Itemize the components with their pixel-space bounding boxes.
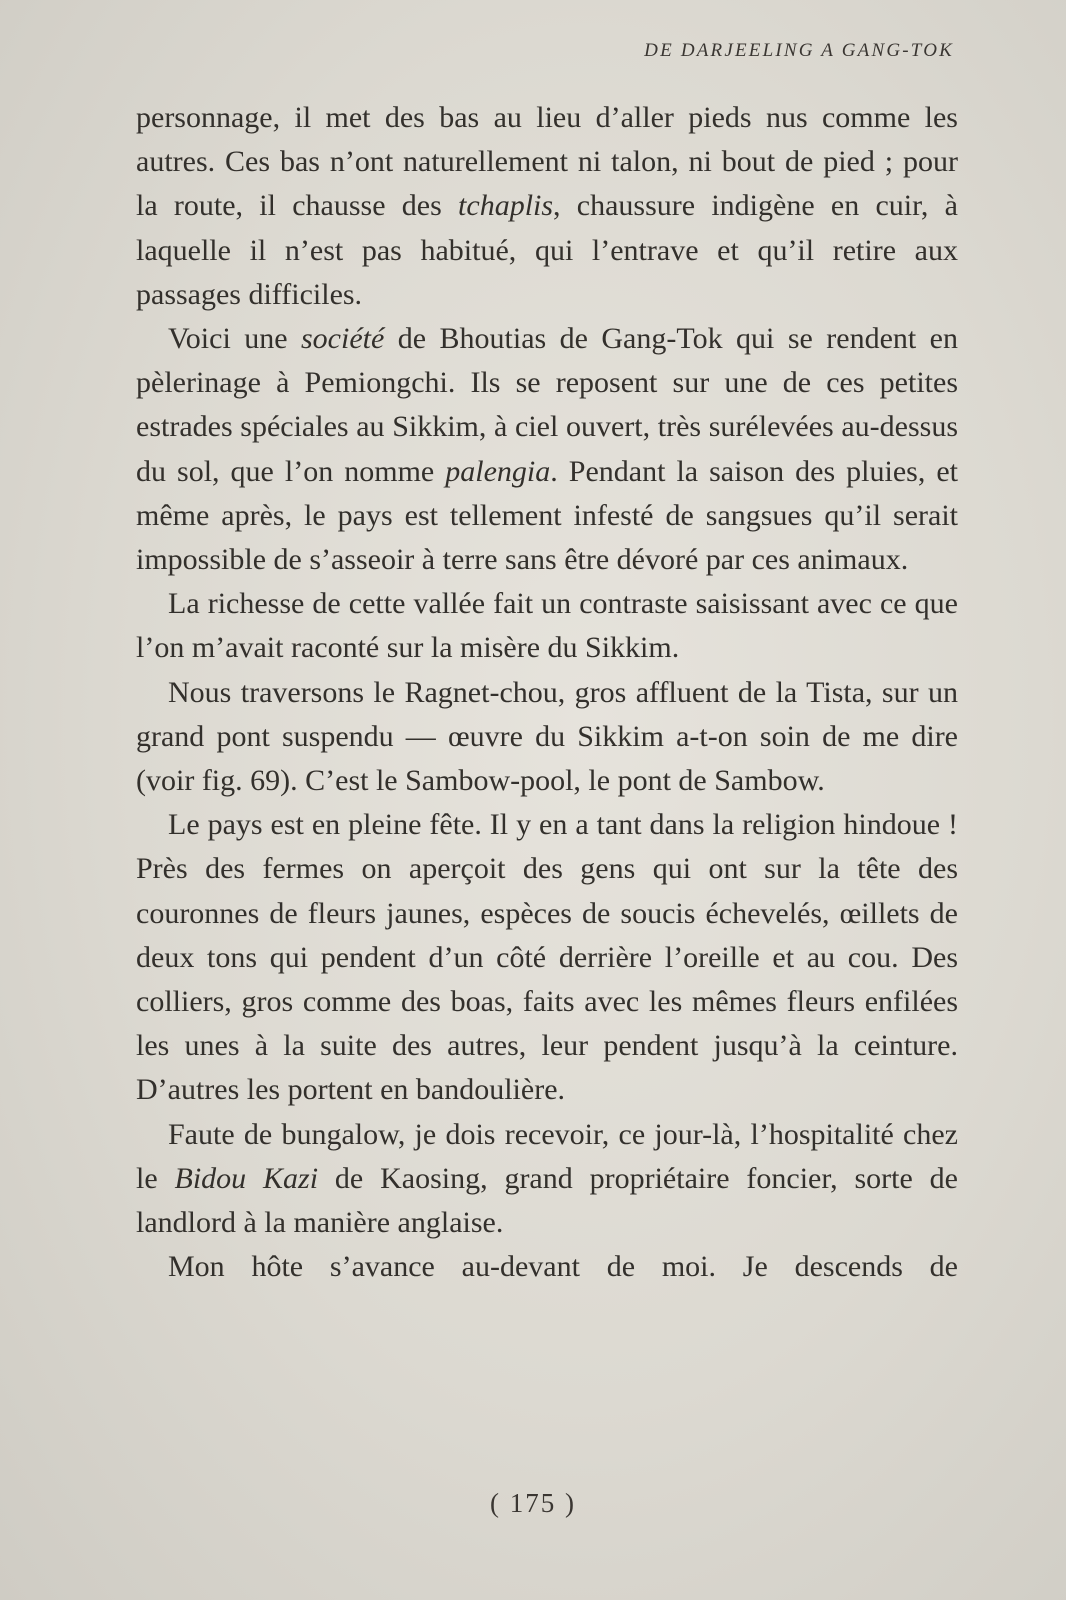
page-number: ( 175 ) [490, 1488, 576, 1518]
text-run: . Pendant la saison des pluies, et même après, le pays est tellement infesté de sangsues qu’il serait impossible de s’asseoir à terre sans être dévoré par ces animaux. [136, 454, 958, 577]
paragraph [136, 317, 958, 582]
paragraph [136, 582, 958, 670]
text-run: , chaussure indigène en cuir, à laquelle il n’est pas habitué, qui l’entrave et qu’il retire aux passages difficiles. [136, 189, 958, 311]
text-run: Voici une [168, 322, 301, 356]
paragraph [136, 96, 958, 317]
italic-text-run: palengia [445, 454, 551, 488]
italic-text-run: Bidou Kazi [174, 1161, 319, 1195]
text-run: Faute de bungalow, je dois recevoir, ce jour-là, l’hospitalité chez le [136, 1117, 958, 1195]
text-run: personnage, il met des bas au lieu d’aller pieds nus comme les autres. Ces bas n’ont naturellement ni talon, ni bout de pied ; pour la route, il chausse des [136, 101, 958, 223]
text-run: Le pays est en pleine fête. Il y en a tant dans la religion hindoue ! Près des fermes on aperçoit des gens qui ont sur la tête des couronnes de fleurs jaunes, espèces de soucis échevelés, œillets de deux tons qui pendent d’un côté derrière l’oreille et au cou. Des colliers, gros comme des boas, faits avec les mêmes fleurs enfilées les unes à la suite des autres, leur pendent jusqu’à la ceinture. D’autres les portent en bandoulière. [136, 808, 958, 1107]
text-run: de Kaosing, grand propriétaire foncier, sorte de landlord à la manière anglaise. [136, 1161, 958, 1240]
paragraph [136, 1113, 958, 1246]
italic-text-run: tchaplis [458, 189, 554, 223]
italic-text-run: société [301, 322, 385, 356]
text-run: Nous traversons le Ragnet-chou, gros affluent de la Tista, sur un grand pont suspendu — œuvre du Sikkim a-t-on soin de me dire (voir fig. 69). C’est le Sambow-pool, le pont de Sambow. [136, 675, 958, 798]
paragraph [136, 803, 958, 1112]
body-text [136, 96, 958, 1289]
paragraph [136, 671, 958, 804]
text-run: La richesse de cette vallée fait un contraste saisissant avec ce que l’on m’avait raconté sur la misère du Sikkim. [136, 587, 958, 665]
paragraph [136, 1245, 958, 1289]
text-run: de Bhoutias de Gang-Tok qui se rendent en pèlerinage à Pemiongchi. Ils se reposent sur une de ces petites estrades spéciales au Sikkim, à ciel ouvert, très surélevées au-dessus du sol, que l’on nomme [136, 322, 958, 488]
running-head: DE DARJEELING A GANG-TOK [644, 40, 954, 61]
text-run: Mon hôte s’avance au-devant de moi. Je descends de [168, 1250, 958, 1284]
